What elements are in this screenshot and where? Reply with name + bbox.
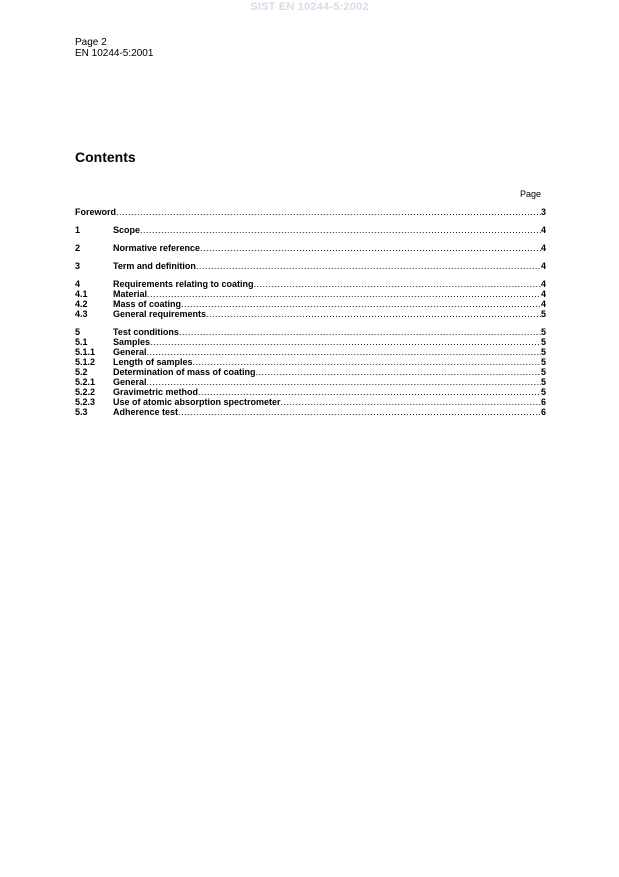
toc-entry-3[interactable] bbox=[75, 261, 546, 271]
toc-entry-5-1-2[interactable] bbox=[75, 357, 546, 367]
toc-entry-5[interactable] bbox=[75, 327, 546, 337]
toc-entry-1[interactable] bbox=[75, 225, 546, 235]
toc-leader-dots bbox=[178, 407, 541, 417]
toc-leader-dots bbox=[196, 261, 541, 271]
toc-entry-title: Samples bbox=[113, 337, 151, 347]
toc-entry-page: 3 bbox=[540, 207, 546, 217]
toc-entry-2[interactable] bbox=[75, 243, 546, 253]
toc-entry-number: 4.3 bbox=[75, 309, 88, 319]
toc-entry-5-2[interactable] bbox=[75, 367, 546, 377]
toc-entry-page: 6 bbox=[540, 407, 546, 417]
toc-entry-4-1[interactable] bbox=[75, 289, 546, 299]
toc-leader-dots bbox=[147, 377, 541, 387]
toc-entry-title: Requirements relating to coating bbox=[113, 279, 254, 289]
toc-entry-number: 4.2 bbox=[75, 299, 88, 309]
toc-entry-title: Term and definition bbox=[113, 261, 196, 271]
toc-entry-number: 5.2.1 bbox=[75, 377, 96, 387]
toc-entry-4-3[interactable] bbox=[75, 309, 546, 319]
toc-entry-page: 4 bbox=[540, 279, 546, 289]
toc-leader-dots bbox=[198, 387, 541, 397]
toc-entry-5-1[interactable] bbox=[75, 337, 546, 347]
toc-leader-dots bbox=[200, 243, 541, 253]
toc-entry-number: 5.2 bbox=[75, 367, 88, 377]
toc-entry-page: 5 bbox=[540, 337, 546, 347]
toc-entry-page: 4 bbox=[540, 261, 546, 271]
toc-entry-page: 5 bbox=[540, 387, 546, 397]
toc-entry-number: 4 bbox=[75, 279, 81, 289]
toc-entry-page: 5 bbox=[540, 367, 546, 377]
toc-entry-number: 5.2.3 bbox=[75, 397, 96, 407]
toc-entry-title: General bbox=[113, 377, 147, 387]
toc-entry-page: 4 bbox=[540, 243, 546, 253]
toc-entry-number: 5.1.2 bbox=[75, 357, 96, 367]
toc-entry-number: 5.1.1 bbox=[75, 347, 96, 357]
toc-entry-title: Use of atomic absorption spectrometer bbox=[113, 397, 281, 407]
toc-entry-title: Determination of mass of coating bbox=[113, 367, 256, 377]
toc-entry-title: Scope bbox=[113, 225, 141, 235]
toc-entry-page: 4 bbox=[540, 225, 546, 235]
toc-leader-dots bbox=[140, 225, 541, 235]
toc-entry-title: Length of samples bbox=[113, 357, 193, 367]
toc-entry-page: 4 bbox=[540, 299, 546, 309]
toc-leader-dots bbox=[179, 327, 541, 337]
table-of-contents bbox=[75, 207, 546, 417]
toc-entry-page: 5 bbox=[540, 377, 546, 387]
toc-entry-number: 2 bbox=[75, 243, 81, 253]
toc-entry-title: Foreword bbox=[75, 207, 117, 217]
toc-leader-dots bbox=[206, 309, 541, 319]
toc-entry-number: 4.1 bbox=[75, 289, 88, 299]
toc-entry-title: Test conditions bbox=[113, 327, 179, 337]
toc-entry-number: 1 bbox=[75, 225, 81, 235]
toc-entry-5-2-3[interactable] bbox=[75, 397, 546, 407]
toc-entry-title: Adherence test bbox=[113, 407, 179, 417]
toc-entry-4[interactable] bbox=[75, 279, 546, 289]
page-header bbox=[75, 37, 153, 59]
toc-entry-number: 5.3 bbox=[75, 407, 88, 417]
toc-leader-dots bbox=[147, 289, 541, 299]
toc-entry-title: General requirements bbox=[113, 309, 207, 319]
toc-leader-dots bbox=[150, 337, 541, 347]
toc-entry-number: 5 bbox=[75, 327, 81, 337]
toc-entry-page: 5 bbox=[540, 327, 546, 337]
toc-entry-title: Normative reference bbox=[113, 243, 201, 253]
toc-entry-5-3[interactable] bbox=[75, 407, 546, 417]
toc-entry-number: 5.2.2 bbox=[75, 387, 96, 397]
document-id: EN 10244-5:2001 bbox=[75, 48, 154, 59]
toc-leader-dots bbox=[254, 279, 541, 289]
toc-entry-page: 4 bbox=[540, 289, 546, 299]
toc-entry-5-2-1[interactable] bbox=[75, 377, 546, 387]
toc-leader-dots bbox=[256, 367, 541, 377]
toc-entry-5-1-1[interactable] bbox=[75, 347, 546, 357]
toc-leader-dots bbox=[116, 207, 541, 217]
toc-entry-number: 5.1 bbox=[75, 337, 88, 347]
toc-entry-page: 5 bbox=[540, 309, 546, 319]
contents-title: Contents bbox=[75, 149, 136, 165]
toc-leader-dots bbox=[281, 397, 541, 407]
toc-entry-title: Mass of coating bbox=[113, 299, 182, 309]
watermark: SIST EN 10244-5:2002 bbox=[250, 1, 369, 13]
toc-entry-title: Gravimetric method bbox=[113, 387, 199, 397]
toc-entry-title: General bbox=[113, 347, 147, 357]
toc-entry-4-2[interactable] bbox=[75, 299, 546, 309]
toc-entry-number: 3 bbox=[75, 261, 81, 271]
toc-entry-title: Material bbox=[113, 289, 148, 299]
toc-entry-page: 5 bbox=[540, 347, 546, 357]
toc-entry-foreword[interactable] bbox=[75, 207, 546, 217]
toc-entry-page: 5 bbox=[540, 357, 546, 367]
toc-leader-dots bbox=[193, 357, 541, 367]
page-number: Page 2 bbox=[75, 37, 107, 48]
page-column-label: Page bbox=[519, 189, 541, 199]
toc-entry-page: 6 bbox=[540, 397, 546, 407]
toc-entry-5-2-2[interactable] bbox=[75, 387, 546, 397]
toc-leader-dots bbox=[181, 299, 541, 309]
toc-leader-dots bbox=[147, 347, 541, 357]
